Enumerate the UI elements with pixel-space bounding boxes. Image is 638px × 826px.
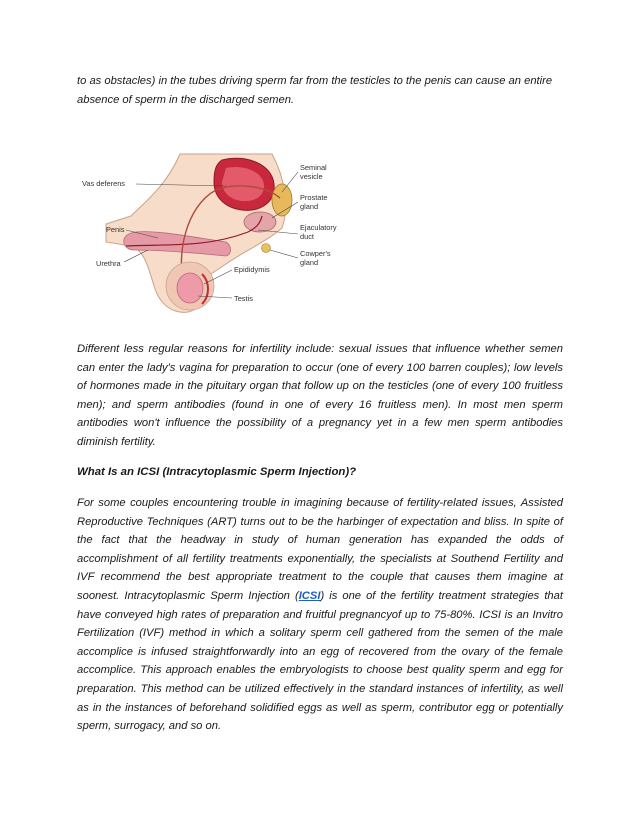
- label-seminal: Seminal: [300, 163, 327, 172]
- section-heading-icsi: What Is an ICSI (Intracytoplasmic Sperm Injection)?: [77, 466, 357, 478]
- label-duct: duct: [300, 232, 314, 241]
- label-vas-deferens: Vas deferens: [82, 179, 126, 188]
- label-penis: Penis: [106, 225, 125, 234]
- paragraph-obstacles: to as obstacles) in the tubes driving sperm far from the testicles to the penis can cause an entire absence of sperm in the discharged semen.: [77, 75, 553, 106]
- paragraph-infertility-reasons: Different less regular reasons for infertility include: sexual issues that influence whether semen can enter the lady's vagina for preparation to occur (one of every 100 barren couples); low levels of hormones made in the pituitary organ that follow up on the testicles (one of every 100 fruitless men); and sperm antibodies (found in one of every 16 fruitless men). In most men sperm antibodies won't influence the possibility of a pregnancy yet in a few men sperm antibodies diminish fertility.: [77, 343, 563, 448]
- icsi-link[interactable]: ICSI: [298, 589, 321, 602]
- testis: [177, 273, 203, 303]
- label-gland-prostate: gland: [300, 202, 319, 211]
- label-urethra: Urethra: [96, 259, 121, 268]
- paragraph-icsi-part1: For some couples encountering trouble in imagining because of fertility-related issues, Assisted Reproductive Techniques (ART) turns out to be the harbinger of expectation and bliss. In spite of the fact that the headway in study of human generation has expanded the odds of accomplishment of all fertility treatments exponentially, the specialists at Southend Fertility and IVF recommend the best appropriate treatment to the couple that causes them imagine at soonest. Intracytoplasmic Sperm Injection (: [77, 497, 563, 602]
- label-prostate: Prostate: [300, 193, 328, 202]
- label-epididymis: Epididymis: [234, 265, 270, 274]
- anatomy-illustration: [76, 146, 358, 318]
- cowpers-gland: [262, 244, 271, 253]
- paragraph-icsi-part2: ) is one of the fertility treatment strategies that have conveyed high rates of preparation and fruitful pregnancyof up to 75-80%. ICSI is an Invitro Fertilization (IVF) method in which a solitary sperm cell gathered from the semen of the male accomplice is infused straightforwardly into an egg of recovered from the ovary of the female accomplice. This approach enables the embryologists to choose best quality sperm and egg for preparation. This method can be utilized effectively in the standard instances of infertility, as well as in the instances of beforehand solidified eggs as well as sperm, contributor egg or potentially sperm, surrogacy, and so on.: [77, 589, 563, 733]
- label-vesicle: vesicle: [300, 172, 323, 181]
- paragraph-icsi: [77, 494, 563, 736]
- label-ejaculatory: Ejaculatory: [300, 223, 337, 232]
- seminal-vesicle: [272, 184, 292, 216]
- label-cowpers: Cowper's: [300, 249, 331, 258]
- male-reproductive-anatomy-figure: [76, 146, 358, 318]
- label-gland-cowpers: gland: [300, 258, 319, 267]
- label-testis: Testis: [234, 294, 253, 303]
